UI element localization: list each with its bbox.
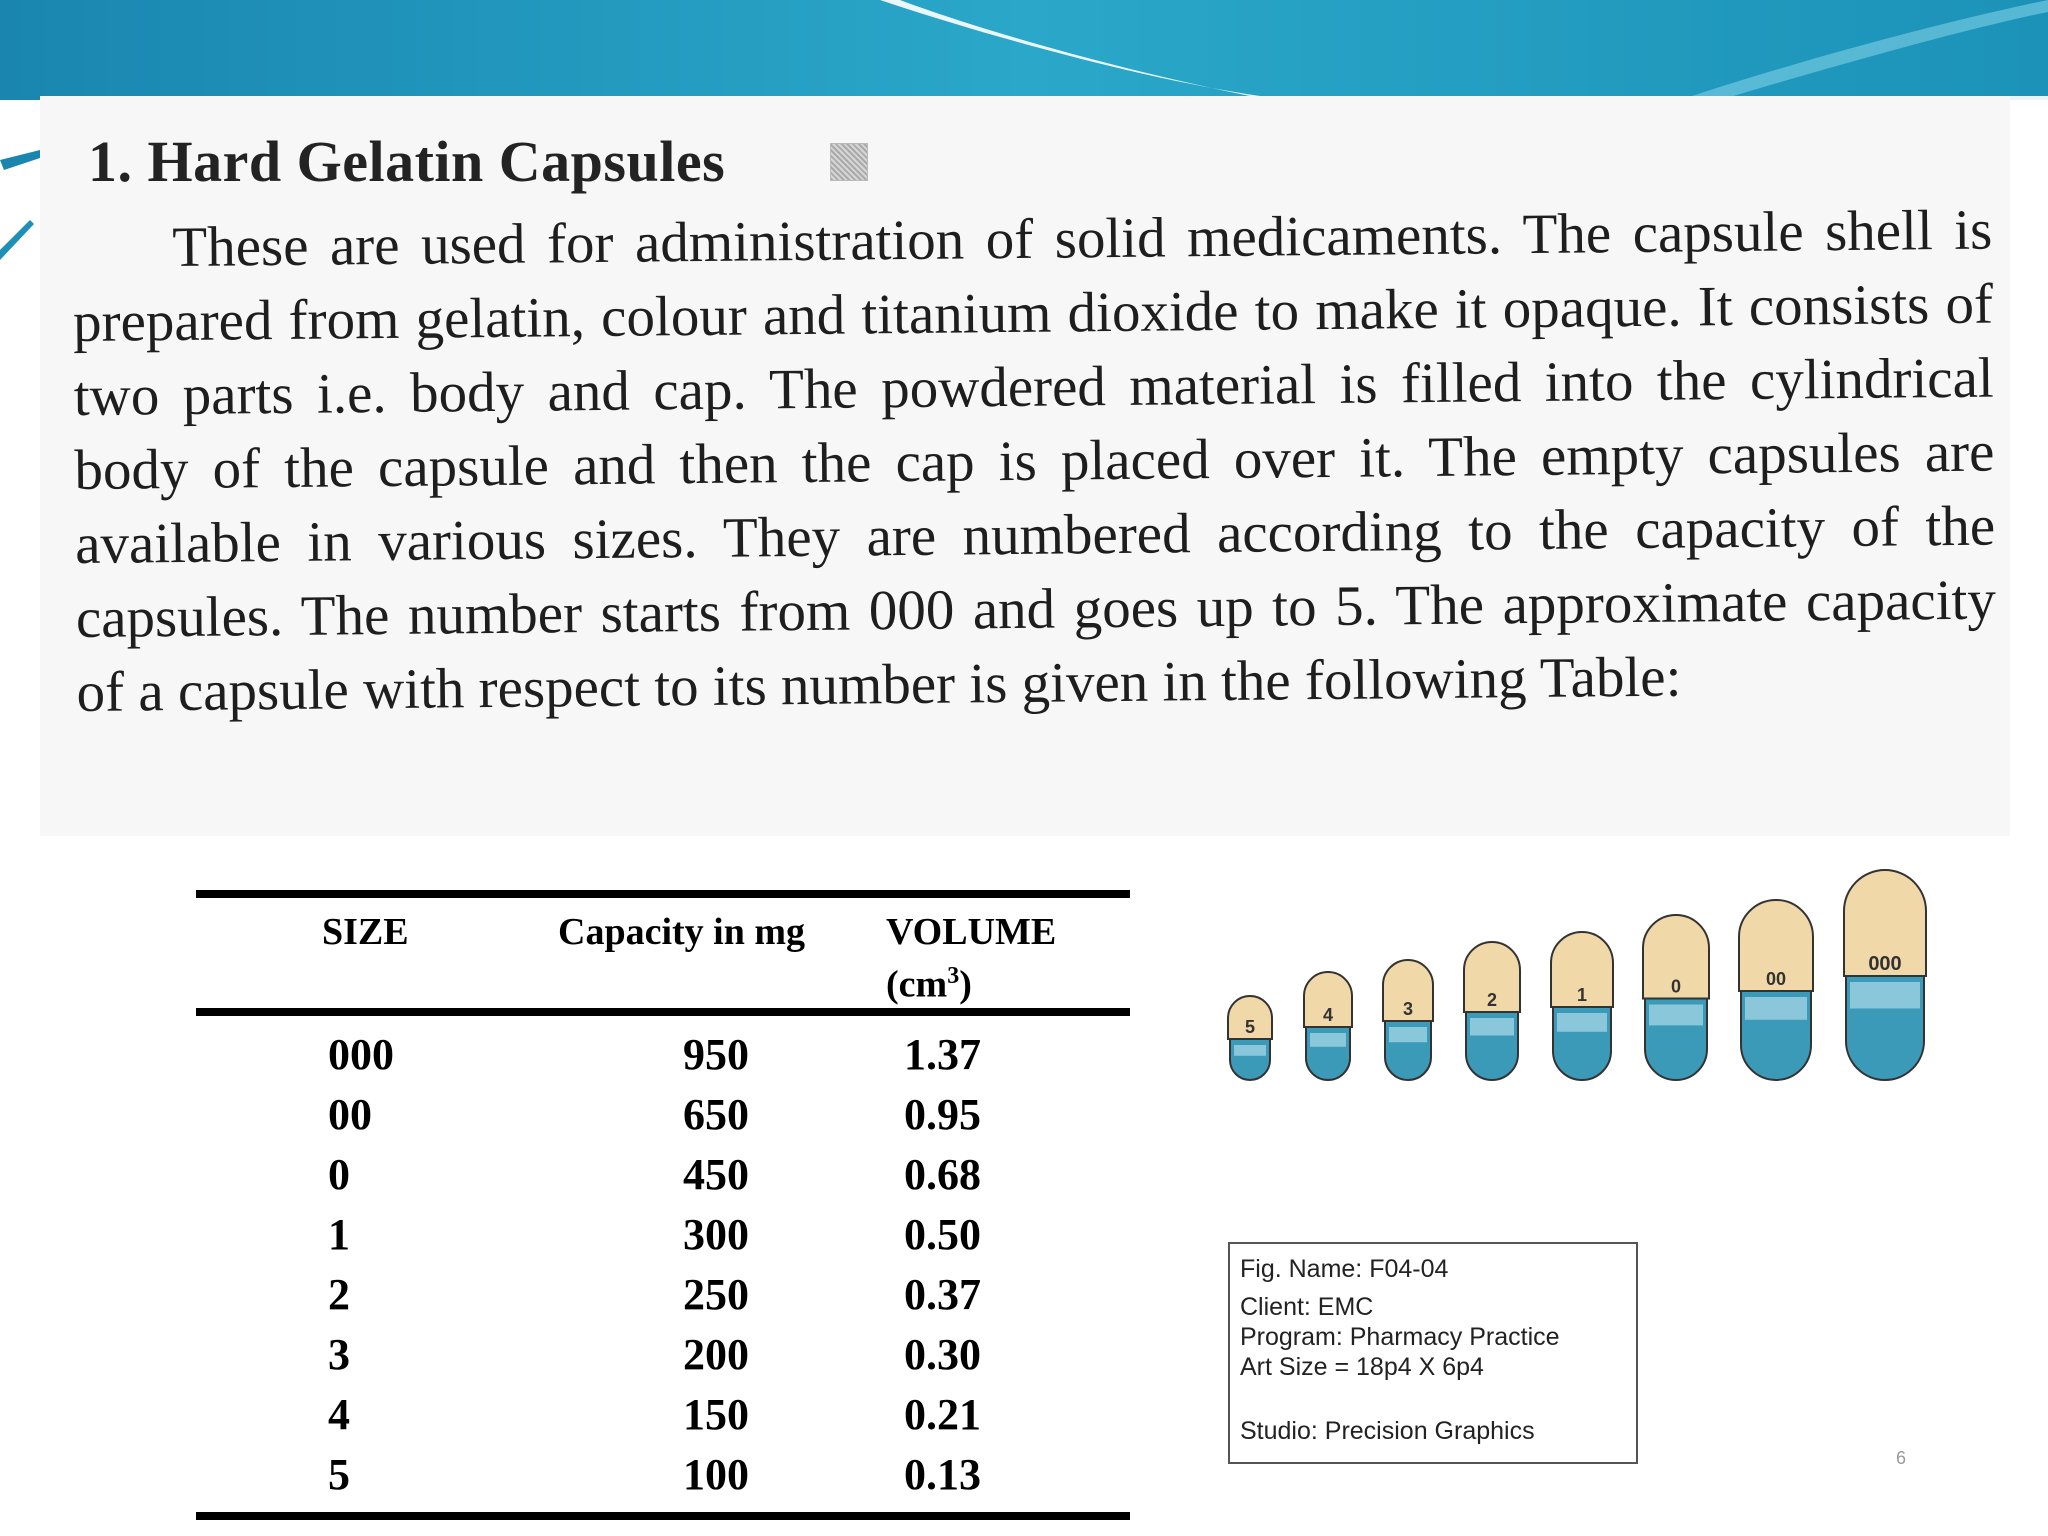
table-body — [196, 1016, 1130, 1504]
capsule-label: 000 — [1868, 953, 1902, 975]
capsule-highlight — [1745, 997, 1807, 1020]
cell-size: 000 — [328, 1029, 394, 1079]
table-row — [196, 1384, 1130, 1444]
fig-art-size: Art Size = 18p4 X 6p4 — [1240, 1353, 1484, 1381]
table-row — [196, 1084, 1130, 1144]
header-banner — [0, 0, 2048, 100]
table-bottom-rule — [196, 1512, 1130, 1520]
cell-volume: 0.13 — [904, 1449, 981, 1499]
cell-size: 2 — [328, 1269, 350, 1319]
table-row — [196, 1204, 1130, 1264]
cell-capacity: 150 — [683, 1389, 749, 1439]
capsule-highlight — [1649, 1005, 1703, 1026]
cell-volume: 1.37 — [904, 1029, 981, 1079]
cell-capacity: 100 — [683, 1449, 749, 1499]
cell-capacity: 200 — [683, 1329, 749, 1379]
capsule-size-00 — [1739, 900, 1813, 1080]
cell-size: 4 — [328, 1389, 350, 1439]
capsule-size-table — [196, 890, 1130, 1520]
fig-program: Program: Pharmacy Practice — [1240, 1323, 1560, 1351]
capsule-highlight — [1470, 1018, 1514, 1036]
table-row — [196, 1324, 1130, 1384]
header-volume-unit: $(cm^3)$ — [886, 963, 972, 1006]
cell-capacity: 300 — [683, 1209, 749, 1259]
capsule-size-000 — [1844, 870, 1926, 1080]
cell-size: 3 — [328, 1329, 350, 1379]
fig-name: Fig. Name: F04-04 — [1240, 1255, 1449, 1283]
page-number: 6 — [1896, 1448, 1907, 1468]
capsule-size-2 — [1464, 942, 1520, 1080]
table-row — [196, 1144, 1130, 1204]
table-row — [196, 1264, 1130, 1324]
header-volume-label: VOLUME — [886, 911, 1057, 953]
body-paragraph: These are used for administration of solid medicaments. The capsule shell is prepared from gelatin, colour and titanium dioxide to make it opaque. It consists of two parts i.e. body and cap. The powdered material is filled into the cylindrical body of the capsule and then the cap is placed over it. The empty capsules are available in various sizes. They are numbered according to the capacity of the capsules. The number starts from 000 and goes up to 5. The approximate capacity of a capsule with respect to its number is given in the following Table: — [72, 198, 1997, 724]
table-header-rule — [196, 1008, 1130, 1016]
fig-studio: Studio: Precision Graphics — [1240, 1417, 1535, 1445]
capsule-label: 5 — [1244, 1017, 1256, 1037]
capsule-label: 2 — [1486, 990, 1498, 1010]
table-top-rule — [196, 890, 1130, 898]
cell-volume: 0.21 — [904, 1389, 981, 1439]
capsule-highlight — [1557, 1013, 1607, 1032]
header-volume — [886, 898, 1130, 1008]
cell-size: 00 — [328, 1089, 372, 1139]
capsule-size-1 — [1551, 932, 1613, 1080]
capsule-label: 4 — [1322, 1005, 1334, 1025]
capsule-label: 00 — [1765, 969, 1787, 989]
cell-size: 5 — [328, 1449, 350, 1499]
square-mark-icon — [830, 143, 868, 181]
cell-volume: 0.68 — [904, 1149, 981, 1199]
cell-capacity: 250 — [683, 1269, 749, 1319]
capsule-size-0 — [1643, 915, 1709, 1080]
cell-capacity: 650 — [683, 1089, 749, 1139]
capsule-label: 3 — [1402, 999, 1414, 1019]
table-row — [196, 1024, 1130, 1084]
capsule-size-5 — [1228, 996, 1272, 1080]
cell-volume: 0.50 — [904, 1209, 981, 1259]
left-swoosh — [0, 150, 40, 260]
cell-size: 0 — [328, 1149, 350, 1199]
cell-volume: 0.30 — [904, 1329, 981, 1379]
cell-volume: 0.37 — [904, 1269, 981, 1319]
capsule-label: 0 — [1670, 976, 1682, 997]
capsule-highlight — [1850, 982, 1920, 1009]
header-capacity: Capacity in mg — [558, 911, 805, 953]
cell-volume: 0.95 — [904, 1089, 981, 1139]
capsule-label: 1 — [1576, 985, 1588, 1005]
capsule-highlight — [1310, 1033, 1346, 1047]
capsule-size-3 — [1383, 960, 1433, 1080]
header-size: SIZE — [322, 911, 409, 953]
capsule-highlight — [1389, 1027, 1427, 1042]
cell-capacity: 450 — [683, 1149, 749, 1199]
fig-client: Client: EMC — [1240, 1293, 1374, 1321]
capsule-highlight — [1234, 1045, 1266, 1056]
capsule-sizes-illustration — [1220, 860, 1940, 1100]
cell-capacity: 950 — [683, 1029, 749, 1079]
table-header-row — [196, 898, 1130, 1008]
capsule-size-4 — [1304, 972, 1352, 1080]
figure-info-box — [1228, 1242, 1638, 1464]
cell-size: 1 — [328, 1209, 350, 1259]
table-row — [196, 1444, 1130, 1504]
section-heading: 1. Hard Gelatin Capsules — [88, 129, 726, 194]
